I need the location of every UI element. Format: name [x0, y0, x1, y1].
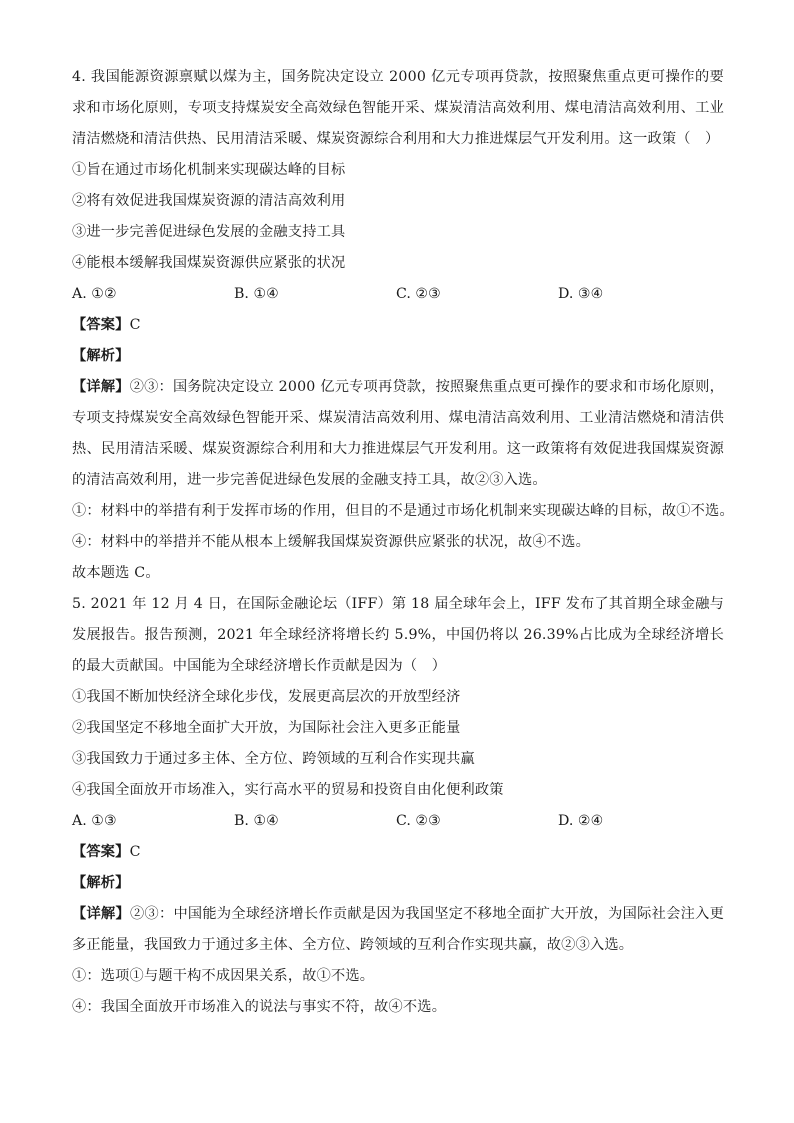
analysis-line	[72, 868, 724, 899]
answer-line	[72, 310, 724, 341]
answer-tag: 【答案】	[72, 844, 130, 860]
option-b: B. ①④	[234, 286, 279, 302]
question-stem: 4. 我国能源资源禀赋以煤为主，国务院决定设立 2000 亿元专项再贷款，按照聚焦重点更可操作的要求和市场化原则，专项支持煤炭安全高效绿色智能开采、煤炭清洁高效利用、煤电清洁高效利用、工业清洁燃烧和清洁供热、民用清洁采暖、煤炭资源综合利用和大力推进煤层气开发利用。这一政策（ ）	[72, 69, 724, 147]
question-stem: 5. 2021 年 12 月 4 日，在国际金融论坛（IFF）第 18 届全球年会上，IFF 发布了其首期全球金融与发展报告。报告预测，2021 年全球经济将增长约 5.9%，中国仍将以 26.39%占比成为全球经济增长的最大贡献国。中国能为全球经济增长作贡献是因为（ ）	[72, 596, 724, 674]
document-page	[72, 62, 734, 1023]
statement-item: ④我国全面放开市场准入，实行高水平的贸易和投资自由化便利政策	[72, 782, 504, 798]
explanation-note: ①：选项①与题干构不成因果关系，故①不选。	[72, 968, 375, 984]
statement-item: ①旨在通过市场化机制来实现碳达峰的目标	[72, 162, 346, 178]
detail-paragraph	[72, 372, 724, 496]
analysis-tag: 【解析】	[72, 875, 130, 891]
answer-line	[72, 837, 724, 868]
detail-tag: 【详解】	[72, 379, 130, 395]
statement-item: ③我国致力于通过多主体、全方位、跨领域的互利合作实现共赢	[72, 751, 475, 767]
question-4	[72, 62, 734, 589]
explanation-note: ④：我国全面放开市场准入的说法与事实不符，故④不选。	[72, 999, 447, 1015]
statement-item: ③进一步完善促进绿色发展的金融支持工具	[72, 224, 346, 240]
option-b: B. ①④	[234, 813, 279, 829]
explanation-note: ④：材料中的举措并不能从根本上缓解我国煤炭资源供应紧张的状况，故④不选。	[72, 534, 590, 550]
answer-value: C	[129, 317, 141, 333]
statement-item: ②将有效促进我国煤炭资源的清洁高效利用	[72, 193, 346, 209]
option-c: C. ②③	[396, 813, 441, 829]
analysis-line	[72, 341, 724, 372]
statement-item: ②我国坚定不移地全面扩大开放，为国际社会注入更多正能量	[72, 720, 461, 736]
analysis-tag: 【解析】	[72, 348, 130, 364]
statement-item: ④能根本缓解我国煤炭资源供应紧张的状况	[72, 255, 346, 271]
question-5	[72, 589, 724, 1023]
answer-options	[72, 279, 724, 310]
answer-options	[72, 806, 724, 837]
option-d: D. ③④	[558, 286, 604, 302]
answer-tag: 【答案】	[72, 317, 130, 333]
option-d: D. ②④	[558, 813, 604, 829]
conclusion-line: 故本题选 C。	[72, 565, 160, 581]
statement-item: ①我国不断加快经济全球化步伐，发展更高层次的开放型经济	[72, 689, 461, 705]
option-a: A. ①③	[72, 813, 117, 829]
option-c: C. ②③	[396, 286, 441, 302]
option-a: A. ①②	[72, 286, 117, 302]
detail-text: ②③：中国能为全球经济增长作贡献是因为我国坚定不移地全面扩大开放，为国际社会注入更多正能量，我国致力于通过多主体、全方位、跨领域的互利合作实现共赢，故②③入选。	[72, 906, 724, 953]
explanation-note: ①：材料中的举措有利于发挥市场的作用，但目的不是通过市场化机制来实现碳达峰的目标，故①不选。	[72, 503, 734, 519]
detail-tag: 【详解】	[72, 906, 130, 922]
detail-paragraph	[72, 899, 724, 961]
answer-value: C	[129, 844, 141, 860]
detail-text: ②③：国务院决定设立 2000 亿元专项再贷款，按照聚焦重点更可操作的要求和市场化原则，专项支持煤炭安全高效绿色智能开采、煤炭清洁高效利用、煤电清洁高效利用、工业清洁燃烧和清洁供热、民用清洁采暖、煤炭资源综合利用和大力推进煤层气开发利用。这一政策将有效促进我国煤炭资源的清洁高效利用，进一步完善促进绿色发展的金融支持工具，故②③入选。	[72, 379, 724, 488]
